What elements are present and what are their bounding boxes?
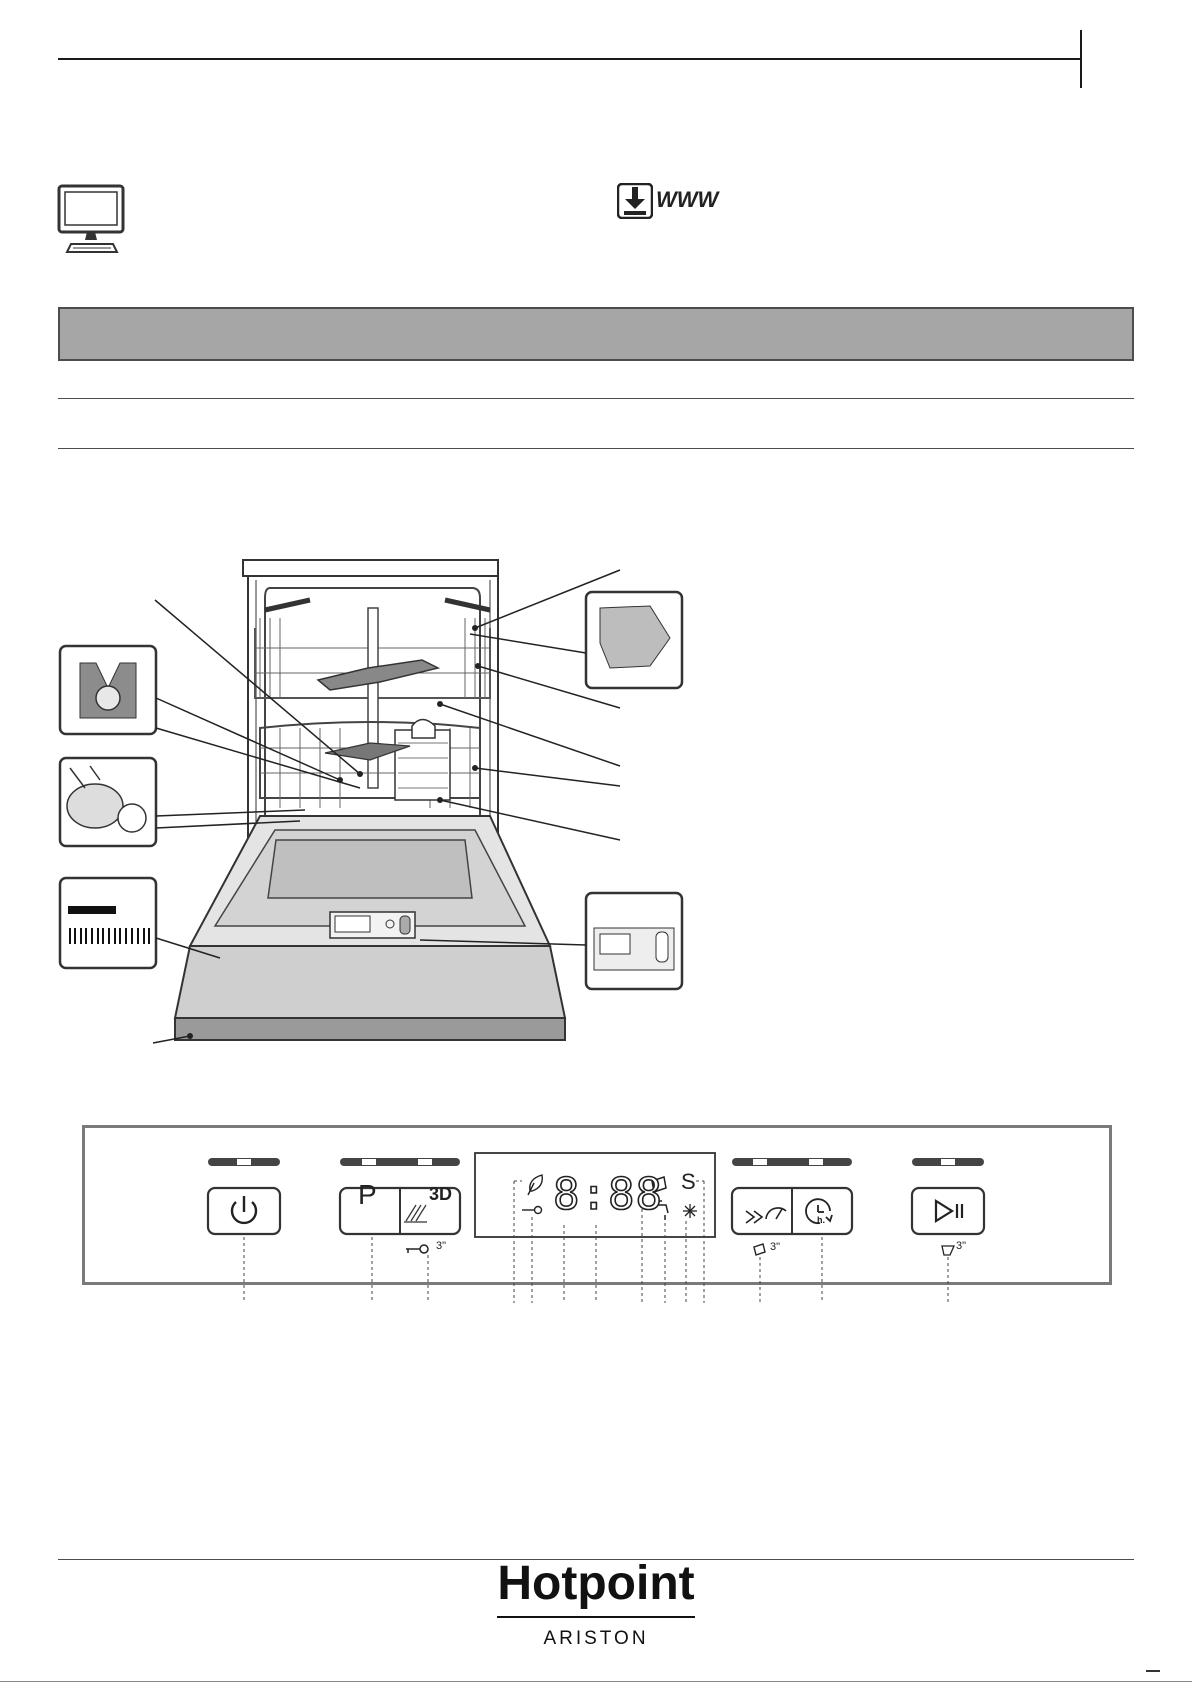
- separator-rule: [58, 448, 1134, 449]
- 3d-button-label: 3D: [429, 1184, 453, 1204]
- separator-rule: [58, 398, 1134, 399]
- start-hold-label: 3": [956, 1240, 967, 1252]
- display-digits: 8:88: [553, 1169, 663, 1220]
- www-label: WWW: [656, 187, 719, 212]
- key-hold-label: 3": [436, 1240, 447, 1252]
- page-corner-mark: [1146, 1670, 1160, 1672]
- program-button-label: P: [358, 1179, 377, 1210]
- header-vertical-rule: [1080, 30, 1082, 88]
- door-open-icon: [942, 1246, 954, 1255]
- computer-monitor-icon: [57, 184, 127, 254]
- key-lock-icon: [406, 1245, 428, 1253]
- start-pause-button: [912, 1188, 984, 1234]
- dishwasher-illustration: [50, 548, 700, 1058]
- header-rule: [58, 58, 1080, 60]
- brand-logo-rule: [497, 1616, 695, 1618]
- display-salt-label: S: [681, 1169, 696, 1194]
- tablet-hold-label: 3": [770, 1241, 781, 1253]
- brand-logo-sub: ARISTON: [543, 1628, 649, 1649]
- download-www-icon: [617, 183, 719, 219]
- delay-hours-label: h.: [817, 1215, 825, 1225]
- section-title-bar: [58, 307, 1134, 361]
- brand-logo-name: Hotpoint: [497, 1557, 695, 1610]
- rinse-aid-icon: [683, 1204, 697, 1218]
- tablet-icon: [754, 1244, 765, 1255]
- page-bottom-rule: [0, 1681, 1192, 1682]
